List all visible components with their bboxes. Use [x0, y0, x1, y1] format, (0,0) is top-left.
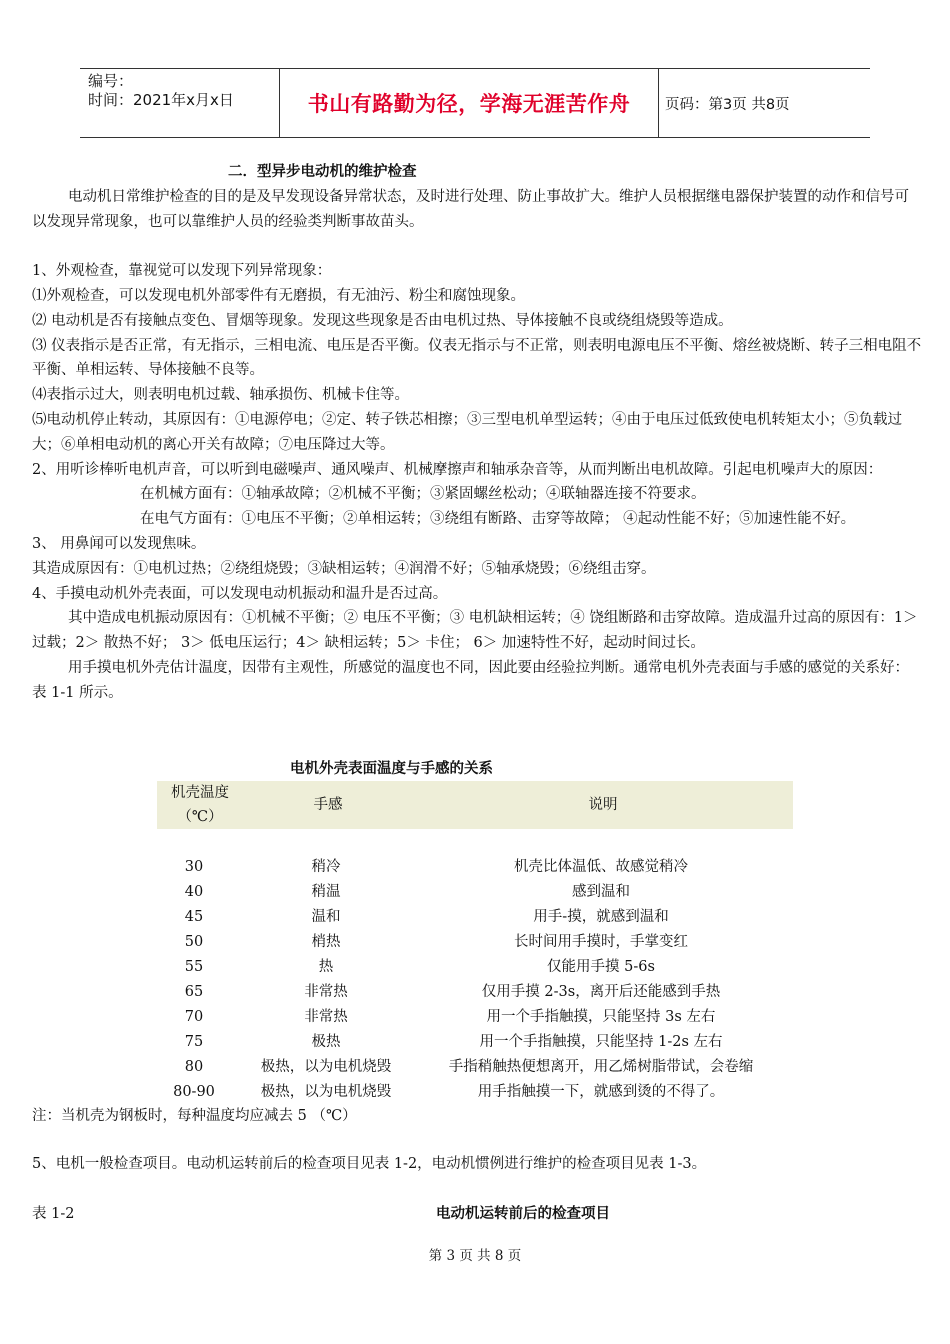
temperature-cell: 45 [184, 909, 204, 925]
document-number-label: 编号： [88, 72, 134, 90]
table2-title: 电动机运转前后的检查项目 [436, 1206, 610, 1222]
temperature-cell: 30 [184, 859, 204, 875]
description-cell: 用一个手指触摸，只能坚持 3s 左右 [486, 1009, 716, 1025]
item-2a: 在机械方面有：①轴承故障；②机械不平衡；③紧固螺丝松动；④联轴器连接不符要求。 [140, 486, 706, 503]
table-row [157, 855, 793, 880]
temperature-cell: 65 [184, 984, 204, 1000]
feel-cell: 极热 [311, 1034, 341, 1050]
temperature-cell: 70 [184, 1009, 204, 1025]
item-1: 1、外观检查，靠视觉可以发现下列异常现象： [32, 263, 332, 280]
table1-title: 电机外壳表面温度与手感的关系 [290, 761, 493, 777]
item-1d: ⑷表指示过大，则表明电机过载、轴承损伤、机械卡住等。 [32, 387, 409, 404]
table1-col-temp [157, 781, 243, 829]
document-body [32, 160, 922, 706]
description-cell: 感到温和 [572, 884, 630, 900]
table1-col-feel: 手感 [313, 797, 343, 813]
item-4a: 其中造成电机振动原因有：①机械不平衡；② 电压不平衡；③ 电机缺相运转；④ 饶组断路和击穿故障。造成温升过高的原因有：1＞ 过载；2＞ 散热不好； 3＞ 低电压运行；4＞ 缺相运转；5＞ 卡住； 6＞ 加速特性不好，起动时间过长。 [32, 610, 918, 652]
table-row [157, 955, 793, 980]
document-time-label: 时间：2021年x月x日 [88, 91, 234, 109]
feel-cell: 温和 [311, 909, 341, 925]
table1-col-desc: 说明 [588, 797, 618, 813]
item-1a: ⑴外观检查，可以发现电机外部零件有无磨损，有无油污、粉尘和腐蚀现象。 [32, 287, 525, 304]
item-1e: ⑸电动机停止转动，其原因有：①电源停电；②定、转子铁芯相擦；③三型电机单型运转；④由于电压过低致使电机转矩太小；⑤负载过大；⑥单相电动机的离心开关有故障；⑦电压降过大等。 [32, 411, 902, 453]
feel-cell: 稍温 [311, 884, 341, 900]
feel-cell: 梢热 [311, 934, 341, 950]
item-2: 2、用听诊棒听电机声音，可以听到电磁噪声、通风噪声、机械摩擦声和轴承杂音等，从而判断出电机故障。引起电机噪声大的原因： [32, 461, 883, 478]
header-meta [80, 69, 280, 137]
table-row [157, 1030, 793, 1055]
temperature-cell: 55 [184, 959, 204, 975]
feel-cell: 极热，以为电机烧毁 [260, 1059, 392, 1075]
item-5: 5、电机一般检查项目。电动机运转前后的检查项目见表 1-2，电动机惯例进行维护的检查项目见表 1-3。 [32, 1156, 707, 1172]
feel-cell: 非常热 [304, 984, 348, 1000]
intro-paragraph: 电动机日常维护检查的目的是及早发现设备异常状态，及时进行处理、防止事故扩大。维护人员根据继电器保护装置的动作和信号可以发现异常现象，也可以靠维护人员的经验类判断事故苗头。 [32, 188, 909, 230]
header-motto: 书山有路勤为径，学海无涯苦作舟 [307, 92, 631, 116]
item-4b: 用手摸电机外壳估计温度，因带有主观性，所感觉的温度也不同，因此要由经验拉判断。通常电机外壳表面与手感的感觉的关系好：表 1-1 所示。 [32, 659, 909, 701]
header-page-info: 页码：第3页 共8页 [665, 96, 790, 113]
temperature-cell: 50 [184, 934, 204, 950]
feel-cell: 极热，以为电机烧毁 [260, 1084, 392, 1100]
table1-col-temp-line2: （℃） [177, 809, 223, 825]
table-row [157, 980, 793, 1005]
table-row [157, 905, 793, 930]
item-4: 4、手摸电动机外壳表面，可以发现电动机振动和温升是否过高。 [32, 585, 448, 602]
description-cell: 用手指触摸一下，就感到烫的不得了。 [477, 1084, 725, 1100]
page-header [80, 68, 870, 138]
item-1c: ⑶ 仪表指示是否正常，有无指示，三相电流、电压是否平衡。仪表无指示与不正常，则表明电源电压不平衡、熔丝被烧断、转子三相电阻不平衡、单相运转、导体接触不良等。 [32, 337, 922, 379]
description-cell: 仅能用手摸 5-6s [547, 959, 655, 975]
description-cell: 机壳比体温低、故感觉稍冷 [514, 859, 688, 875]
description-cell: 手指稍触热便想离开，用乙烯树脂带试，会卷缩 [448, 1059, 754, 1075]
item-3a: 其造成原因有：①电机过热；②绕组烧毁；③缺相运转；④润滑不好；⑤轴承烧毁；⑥绕组击穿。 [32, 560, 656, 577]
table1-header [157, 781, 793, 829]
feel-cell: 非常热 [304, 1009, 348, 1025]
description-cell: 仅用手摸 2-3s，离开后还能感到手热 [481, 984, 721, 1000]
temperature-cell: 80-90 [173, 1084, 215, 1100]
item-2b: 在电气方面有：①电压不平衡；②单相运转；③绕组有断路、击穿等故障； ④起动性能不好；⑤加速性能不好。 [140, 511, 856, 528]
table-row [157, 880, 793, 905]
table2-label: 表 1-2 [32, 1206, 75, 1222]
section-title: 二．型异步电动机的维护检查 [228, 164, 417, 180]
feel-cell: 热 [318, 959, 334, 975]
feel-cell: 稍冷 [311, 859, 341, 875]
header-motto-cell [280, 69, 659, 137]
table-row [157, 1005, 793, 1030]
item-3: 3、 用鼻闻可以发现焦味。 [32, 535, 206, 552]
table-row [157, 1055, 793, 1080]
description-cell: 用手-摸，就感到温和 [533, 909, 669, 925]
table-row [157, 930, 793, 955]
temperature-cell: 40 [184, 884, 204, 900]
table1-note: 注：当机壳为钢板时，每种温度均应减去 5 （℃） [32, 1108, 357, 1124]
description-cell: 长时间用手摸时，手掌变红 [514, 934, 688, 950]
description-cell: 用一个手指触摸，只能坚持 1-2s 左右 [479, 1034, 723, 1050]
temperature-cell: 75 [184, 1034, 204, 1050]
table-row [157, 1080, 793, 1105]
temperature-cell: 80 [184, 1059, 204, 1075]
item-1b: ⑵ 电动机是否有接触点变色、冒烟等现象。发现这些现象是否由电机过热、导体接触不良或绕组烧毁等造成。 [32, 312, 733, 329]
table1-col-temp-line1: 机壳温度 [171, 785, 229, 801]
page-footer: 第 3 页 共 8 页 [428, 1248, 522, 1264]
